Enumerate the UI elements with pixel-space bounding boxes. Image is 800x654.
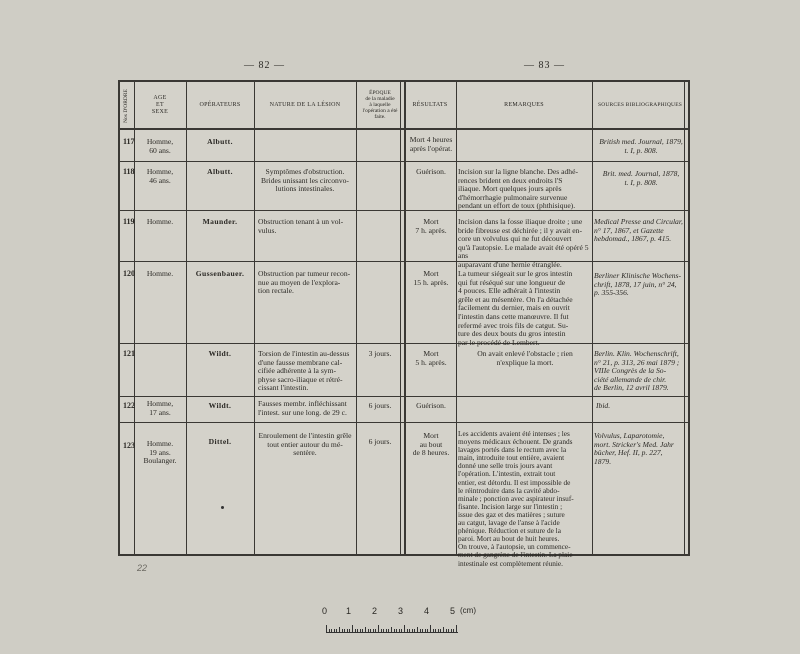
- header-epoch: ÉPOQUE de la maladie à laquelle l'opération a été faite.: [362, 90, 398, 120]
- row-number: 123: [123, 442, 135, 450]
- source: Volvulus, Laparotomie, mort. Stricker's Med. Jahr bücher, Hef. II, p. 227, 1879.: [594, 432, 674, 466]
- age-sex: Homme, 60 ans.: [146, 138, 174, 155]
- epoch: 3 jours.: [368, 350, 392, 358]
- result: Guérison.: [416, 168, 446, 176]
- ruler-tick: [414, 629, 415, 632]
- row-number: 118: [123, 168, 135, 176]
- ruler-tick: [440, 629, 441, 632]
- ruler-tick: [453, 629, 454, 632]
- ruler-tick: [425, 629, 426, 632]
- source: Berliner Klinische Wochens- chrift, 1878, 17 juin, n° 24, p. 355-356.: [594, 272, 682, 298]
- age-sex: Homme. 19 ans. Boulanger.: [143, 440, 177, 466]
- page-gutter: [400, 80, 406, 556]
- ruler-unit: (cm): [460, 606, 476, 615]
- ruler-tick: [383, 629, 384, 632]
- ruler-tick: [396, 629, 397, 632]
- header-results: RÉSULTATS: [412, 101, 448, 108]
- result: Mort 4 heures après l'opérat.: [409, 136, 453, 153]
- lesion: Torsion de l'intestin au-dessus d'une fausse membrane cal- cifiée adhérente à la sym- physe sacro-iliaque et rétré- cissant l'intestin.: [258, 350, 350, 393]
- column-rule: [254, 82, 255, 554]
- ruler-tick: [365, 627, 366, 632]
- ruler-label: 3: [398, 606, 404, 616]
- ruler-tick: [443, 627, 444, 632]
- column-rule: [456, 82, 457, 554]
- operator: Gussenbauer.: [195, 270, 245, 278]
- remarks: Les accidents avaient été intenses ; les moyens médicaux échouent. De grands lavages portés dans le rectum avec la main, introduite tout entière, avaient donné une selle trois jours avant l'opération. L'intestin, extrait tout entier, est détordu. Il est impossible de le réintroduire dans la cavité abdo- minale ; ponction avec aspirateur insuf- fisante. Incision large sur l'intestin ; issue des gaz et des matières ; suture au catgut, lavage de l'anse à l'acide phénique. Réduction et suture de la paroi. Mort au bout de huit heures. On trouve, à l'autopsie, un commence- ment de gangrène de l'intestin. La plaie intestinale est complètement réunie.: [458, 430, 574, 568]
- ruler-tick: [339, 627, 340, 632]
- ruler-tick: [391, 627, 392, 632]
- lesion: Enroulement de l'intestin grêle tout entier autour du mé- sentère.: [258, 432, 352, 458]
- source: British med. Journal, 1879, t. I, p. 808.: [599, 138, 683, 155]
- lesion: Symptômes d'obstruction. Brides unissant les circonvo- lutions intestinales.: [261, 168, 349, 194]
- operator: Maunder.: [202, 218, 238, 226]
- column-rule: [134, 82, 135, 554]
- age-sex: Homme, 17 ans.: [146, 400, 174, 417]
- ruler-tick: [435, 629, 436, 632]
- remarks: La tumeur siégeait sur le gros intestin qui fut réséqué sur une longueur de 4 pouces. Elle adhérait à l'intestin grêle et au mésentère. On l'a détachée facilement du dernier, mais en ouvrit l'intestin dans cette manœuvre. Il fut refermé avec trois fils de catgut. Su- ture des deux bouts du gros intestin par le procédé de Lembert.: [458, 270, 573, 347]
- ruler-bar: [326, 626, 458, 633]
- ruler-tick: [394, 629, 395, 632]
- ruler-tick: [409, 629, 410, 632]
- remarks: Incision sur la ligne blanche. Des adhé- rences brident en deux endroits l'S iliaque. Mort quelques jours après d'hémorrhagie pulmonaire survenue pendant un effort de toux (phthisique).: [458, 168, 578, 211]
- ruler-tick: [438, 629, 439, 632]
- column-rule: [356, 82, 357, 554]
- source: Brit. med. Journal, 1878, t. I, p. 808.: [602, 170, 680, 187]
- operator: Wildt.: [208, 350, 232, 358]
- header-sources: SOURCES BIBLIOGRAPHIQUES: [597, 102, 683, 108]
- ruler-tick: [344, 629, 345, 632]
- ruler-tick: [347, 629, 348, 632]
- ruler-tick: [422, 629, 423, 632]
- epoch: 6 jours.: [368, 402, 392, 410]
- ruler-tick: [375, 629, 376, 632]
- ruler-tick: [427, 629, 428, 632]
- ruler-label: 2: [372, 606, 378, 616]
- ruler-label: 5: [450, 606, 456, 616]
- row-number: 117: [123, 138, 135, 146]
- ruler-tick: [386, 629, 387, 632]
- page-number-right: — 83 —: [524, 60, 565, 71]
- pencil-mark: 22: [137, 563, 148, 573]
- ruler-tick: [342, 629, 343, 632]
- age-sex: Homme, 46 ans.: [146, 168, 174, 185]
- ruler-tick: [446, 629, 447, 632]
- age-sex: Homme.: [146, 218, 174, 226]
- ruler-tick: [334, 629, 335, 632]
- column-rule: [186, 82, 187, 554]
- result: Mort 15 h. après.: [413, 270, 449, 287]
- ruler-tick: [399, 629, 400, 632]
- age-sex: Homme.: [146, 270, 174, 278]
- row-number: 120: [123, 270, 135, 278]
- ruler-tick: [362, 629, 363, 632]
- ruler-tick: [456, 625, 457, 632]
- source: Medical Presse and Circular, n° 17, 1867, et Gazette hebdomad., 1867, p. 415.: [594, 218, 683, 244]
- ruler-label: 0: [322, 606, 328, 616]
- ruler-tick: [433, 629, 434, 632]
- ruler-tick: [331, 629, 332, 632]
- ruler-tick: [401, 629, 402, 632]
- ruler-tick: [417, 627, 418, 632]
- scale-ruler: [322, 606, 476, 646]
- lesion: Obstruction par tumeur recon- nue au moyen de l'explora- tion rectale.: [258, 270, 351, 296]
- ruler-tick: [360, 629, 361, 632]
- result: Mort 5 h. après.: [415, 350, 447, 367]
- source: Berlin. Klin. Wochenschrift, n° 21, p. 313, 26 mai 1879 ; VIIIe Congrès de la So- ciété allemande de chir. de Berlin, 12 avril 1879.: [594, 350, 680, 393]
- ruler-tick: [370, 629, 371, 632]
- remarks: On avait enlevé l'obstacle ; rien n'explique la mort.: [477, 350, 573, 367]
- result: Mort au bout de 8 heures.: [412, 432, 450, 458]
- ruler-tick: [355, 629, 356, 632]
- ink-dot: [221, 506, 224, 509]
- ruler-tick: [378, 625, 379, 632]
- ruler-tick: [336, 629, 337, 632]
- ruler-tick: [326, 625, 327, 632]
- operator: Dittel.: [208, 438, 232, 446]
- source: Ibid.: [596, 402, 611, 410]
- ruler-tick: [407, 629, 408, 632]
- ruler-tick: [329, 629, 330, 632]
- ruler-tick: [352, 625, 353, 632]
- result: Mort 7 h. après.: [415, 218, 447, 235]
- operator: Albutt.: [207, 168, 233, 176]
- ruler-tick: [412, 629, 413, 632]
- ruler-label: 4: [424, 606, 430, 616]
- header-remarks: REMARQUES: [504, 101, 544, 108]
- row-number: 122: [123, 402, 135, 410]
- ruler-tick: [388, 629, 389, 632]
- operator: Wildt.: [208, 402, 232, 410]
- ruler-tick: [373, 629, 374, 632]
- column-rule: [592, 82, 593, 554]
- page-number-left: — 82 —: [244, 60, 285, 71]
- epoch: 6 jours.: [368, 438, 392, 446]
- header-operators: OPÉRATEURS: [199, 101, 241, 108]
- result: Guérison.: [416, 402, 446, 410]
- remarks: Incision dans la fosse iliaque droite ; une bride fibreuse est déchirée ; il y avait en- core un volvulus qui ne fut découvert qu'à l'autopsie. Le malade avait été opéré 5 ans auparavant d'une hernie étranglée.: [458, 218, 589, 269]
- header-number: Nos D'ORDRE: [123, 89, 129, 123]
- ruler-tick: [404, 625, 405, 632]
- ruler-tick: [420, 629, 421, 632]
- lesion: Obstruction tenant à un vol- vulus.: [258, 218, 344, 235]
- ruler-tick: [368, 629, 369, 632]
- row-number: 121: [123, 350, 135, 358]
- ruler-tick: [430, 625, 431, 632]
- header-age-sex: AGE ET SEXE: [151, 94, 169, 115]
- ruler-tick: [448, 629, 449, 632]
- lesion: Fausses membr. infléchissant l'intest. sur une long. de 29 c.: [258, 400, 347, 417]
- header-lesion: NATURE DE LA LÉSION: [269, 101, 341, 108]
- ruler-tick: [349, 629, 350, 632]
- operator: Albutt.: [207, 138, 233, 146]
- ruler-tick: [381, 629, 382, 632]
- ruler-tick: [357, 629, 358, 632]
- row-number: 119: [123, 218, 135, 226]
- ruler-label: 1: [346, 606, 352, 616]
- ruler-tick: [451, 629, 452, 632]
